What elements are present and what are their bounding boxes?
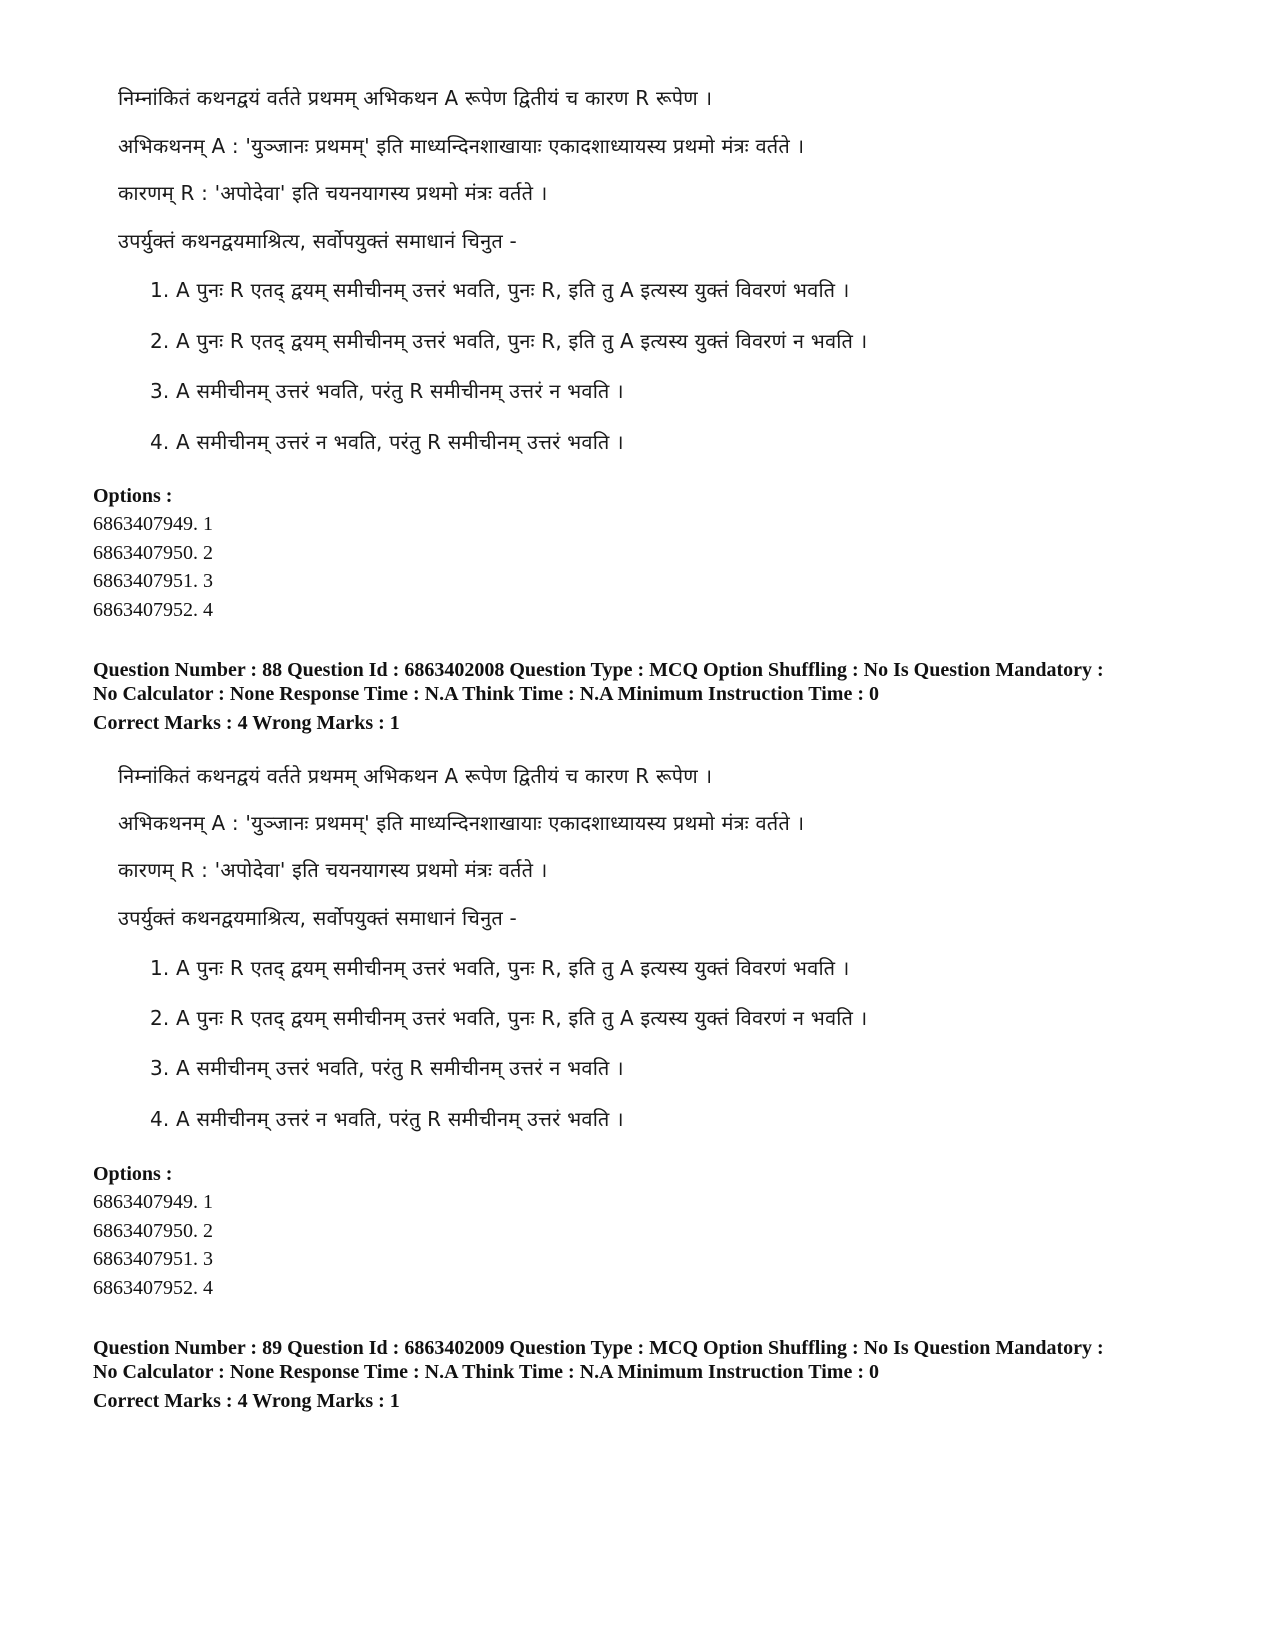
choice-2: 2. A पुनः R एतद् द्वयम् समीचीनम् उत्तरं भवति, पुनः R, इति तु A इत्यस्य युक्तं विवरणं न भवति । (150, 329, 868, 353)
options-label: Options : (93, 1163, 173, 1185)
question-header (93, 1336, 1243, 1413)
reason-text: कारणम् R : 'अपोदेवा' इति चयनयागस्य प्रथमो मंत्रः वर्तते । (118, 858, 548, 882)
question-prompt: उपर्युक्तं कथनद्वयमाश्रित्य, सर्वोपयुक्तं समाधानं चिनुत - (118, 906, 517, 930)
question-image (118, 762, 1118, 1142)
question-image (118, 84, 1118, 464)
options-label: Options : (93, 485, 173, 507)
question-meta-line-2: No Calculator : None Response Time : N.A Think Time : N.A Minimum Instruction Time : 0 (93, 683, 879, 705)
options-list (93, 1160, 693, 1302)
choice-1: 1. A पुनः R एतद् द्वयम् समीचीनम् उत्तरं भवति, पुनः R, इति तु A इत्यस्य युक्तं विवरणं भवति । (150, 278, 850, 302)
question-intro: निम्नांकितं कथनद्वयं वर्तते प्रथमम् अभिकथन A रूपेण द्वितीयं च कारण R रूपेण । (118, 86, 713, 110)
question-prompt: उपर्युक्तं कथनद्वयमाश्रित्य, सर्वोपयुक्तं समाधानं चिनुत - (118, 229, 517, 253)
question-meta-line-2: No Calculator : None Response Time : N.A Think Time : N.A Minimum Instruction Time : 0 (93, 1361, 879, 1383)
choice-1: 1. A पुनः R एतद् द्वयम् समीचीनम् उत्तरं भवति, पुनः R, इति तु A इत्यस्य युक्तं विवरणं भवति । (150, 956, 850, 980)
question-header (93, 658, 1243, 735)
option-item: 6863407949. 1 (93, 513, 213, 535)
choice-3: 3. A समीचीनम् उत्तरं भवति, परंतु R समीचीनम् उत्तरं न भवति । (150, 1056, 624, 1080)
question-marks: Correct Marks : 4 Wrong Marks : 1 (93, 1390, 400, 1412)
option-item: 6863407950. 2 (93, 1219, 213, 1242)
choice-4: 4. A समीचीनम् उत्तरं न भवति, परंतु R समीचीनम् उत्तरं भवति । (150, 1107, 624, 1131)
choice-2: 2. A पुनः R एतद् द्वयम् समीचीनम् उत्तरं भवति, पुनः R, इति तु A इत्यस्य युक्तं विवरणं न भवति । (150, 1006, 868, 1030)
option-item: 6863407951. 3 (93, 1248, 213, 1270)
assertion-text: अभिकथनम् A : 'युञ्जानः प्रथमम्' इति माध्यन्दिनशाखायाः एकादशाध्यायस्य प्रथमो मंत्रः वर्तते । (118, 811, 805, 835)
option-item: 6863407951. 3 (93, 570, 213, 592)
choice-3: 3. A समीचीनम् उत्तरं भवति, परंतु R समीचीनम् उत्तरं न भवति । (150, 379, 624, 403)
question-intro: निम्नांकितं कथनद्वयं वर्तते प्रथमम् अभिकथन A रूपेण द्वितीयं च कारण R रूपेण । (118, 764, 713, 788)
choice-4: 4. A समीचीनम् उत्तरं न भवति, परंतु R समीचीनम् उत्तरं भवति । (150, 430, 624, 454)
question-marks: Correct Marks : 4 Wrong Marks : 1 (93, 712, 400, 734)
assertion-text: अभिकथनम् A : 'युञ्जानः प्रथमम्' इति माध्यन्दिनशाखायाः एकादशाध्यायस्य प्रथमो मंत्रः वर्तते । (118, 134, 805, 158)
option-item: 6863407952. 4 (93, 1276, 213, 1299)
question-meta-line-1: Question Number : 88 Question Id : 6863402008 Question Type : MCQ Option Shuffling : No Is Question Mandatory : (93, 659, 1104, 681)
option-item: 6863407952. 4 (93, 598, 213, 621)
question-meta-line-1: Question Number : 89 Question Id : 6863402009 Question Type : MCQ Option Shuffling : No Is Question Mandatory : (93, 1337, 1104, 1359)
option-item: 6863407949. 1 (93, 1191, 213, 1213)
option-item: 6863407950. 2 (93, 541, 213, 564)
options-list (93, 482, 693, 624)
reason-text: कारणम् R : 'अपोदेवा' इति चयनयागस्य प्रथमो मंत्रः वर्तते । (118, 181, 548, 205)
